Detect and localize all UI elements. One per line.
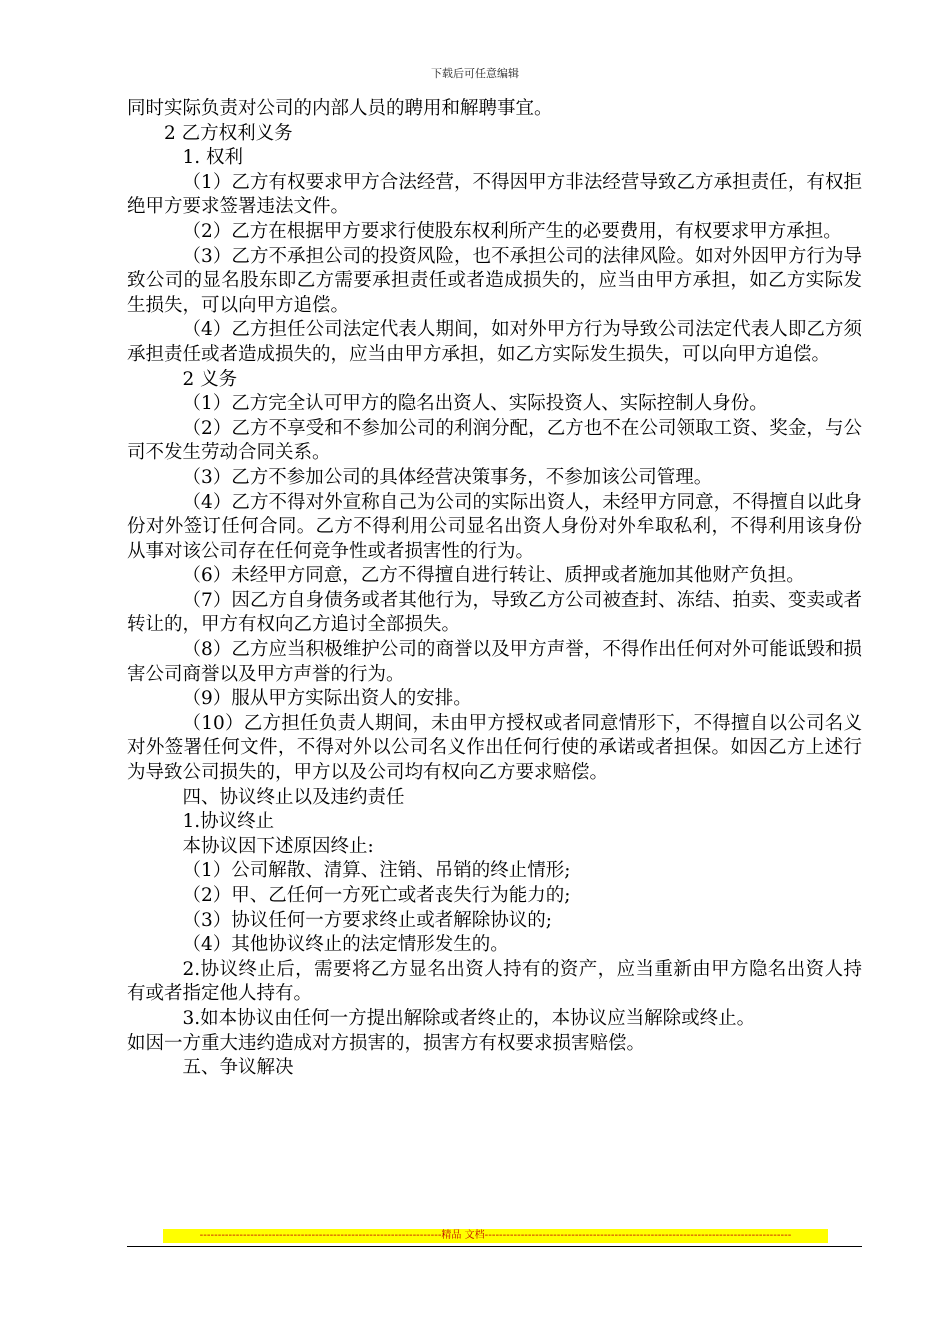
document-body [127,97,862,1081]
subheading-rights: 1. 权利 [182,147,244,169]
rights-item-4: （4）乙方担任公司法定代表人期间，如对外甲方行为导致公司法定代表人即乙方须承担责任或者造成损失的，应当由甲方承担，如乙方实际发生损失，可以向甲方追偿。 [127,319,862,365]
section-heading-obligations: 2 乙方权利义务 [164,122,293,144]
header-note: 下载后可任意编辑 [431,67,519,80]
footer-divider [127,1246,862,1247]
termination-item-2: （2）甲、乙任何一方死亡或者丧失行为能力的; [182,885,571,906]
duties-item-7: （7）因乙方自身债务或者其他行为，导致乙方公司被查封、冻结、拍卖、变卖或者转让的，甲方有权向乙方追讨全部损失。 [127,589,862,636]
rights-item-1: （1）乙方有权要求甲方合法经营，不得因甲方非法经营导致乙方承担责任，有权拒绝甲方要求签署违法文件。 [127,171,862,218]
duties-item-6: （6）未经甲方同意，乙方不得擅自进行转让、质押或者施加其他财产负担。 [182,565,805,587]
termination-clause-3: 3.如本协议由任何一方提出解除或者终止的，本协议应当解除或终止。 [182,1007,756,1029]
termination-item-4: （4）其他协议终止的法定情形发生的。 [182,934,509,956]
duties-item-1: （1）乙方完全认可甲方的隐名出资人、实际投资人、实际控制人身份。 [182,393,768,415]
duties-item-10: （10）乙方担任负责人期间，未由甲方授权或者同意情形下，不得擅自以公司名义对外签署任何文件，不得对外以公司名义作出任何行使的承诺或者担保。如因乙方上述行为导致公司损失的，甲方以及公司均有权向乙方要求赔偿。 [127,712,862,784]
duties-item-2: （2）乙方不享受和不参加公司的利润分配，乙方也不在公司领取工资、奖金，与公司不发生劳动合同关系。 [127,417,862,464]
paragraph-1: 同时实际负责对公司的内部人员的聘用和解聘事宜。 [127,98,553,119]
subheading-agreement-termination: 1.协议终止 [182,811,275,833]
termination-clause-2: 2.协议终止后，需要将乙方显名出资人持有的资产，应当重新由甲方隐名出资人持有或者指定他人持有。 [127,958,862,1005]
termination-item-3: （3）协议任何一方要求终止或者解除协议的; [182,909,553,931]
rights-item-2: （2）乙方在根据甲方要求行使股东权利所产生的必要费用，有权要求甲方承担。 [182,220,842,242]
duties-item-9: （9）服从甲方实际出资人的安排。 [182,688,472,710]
termination-intro: 本协议因下述原因终止: [182,835,374,857]
duties-item-4: （4）乙方不得对外宣称自己为公司的实际出资人，未经甲方同意，不得擅自以此身份对外签订任何合同。乙方不得利用公司显名出资人身份对外牟取私利，不得利用该身份从事对该公司存在任何竞争性或者损害性的行为。 [127,491,862,562]
rights-item-3: （3）乙方不承担公司的投资风险，也不承担公司的法律风险。如对外因甲方行为导致公司的显名股东即乙方需要承担责任或者造成损失的，应当由甲方承担，如乙方实际发生损失，可以向甲方追偿。 [127,245,862,316]
subheading-duties: 2 义务 [182,368,238,390]
section-heading-dispute: 五、争议解决 [182,1057,294,1079]
section-heading-termination: 四、协议终止以及违约责任 [182,786,405,808]
footer-banner: -------------------------------------------------------------------精品 文档------------------------------------------------------------------------------------- [163,1229,828,1243]
termination-damages: 如因一方重大违约造成对方损害的，损害方有权要求损害赔偿。 [127,1032,646,1054]
termination-item-1: （1）公司解散、清算、注销、吊销的终止情形; [182,860,571,882]
duties-item-3: （3）乙方不参加公司的具体经营决策事务，不参加该公司管理。 [182,466,713,488]
duties-item-8: （8）乙方应当积极维护公司的商誉以及甲方声誉，不得作出任何对外可能诋毁和损害公司商誉以及甲方声誉的行为。 [127,639,862,685]
